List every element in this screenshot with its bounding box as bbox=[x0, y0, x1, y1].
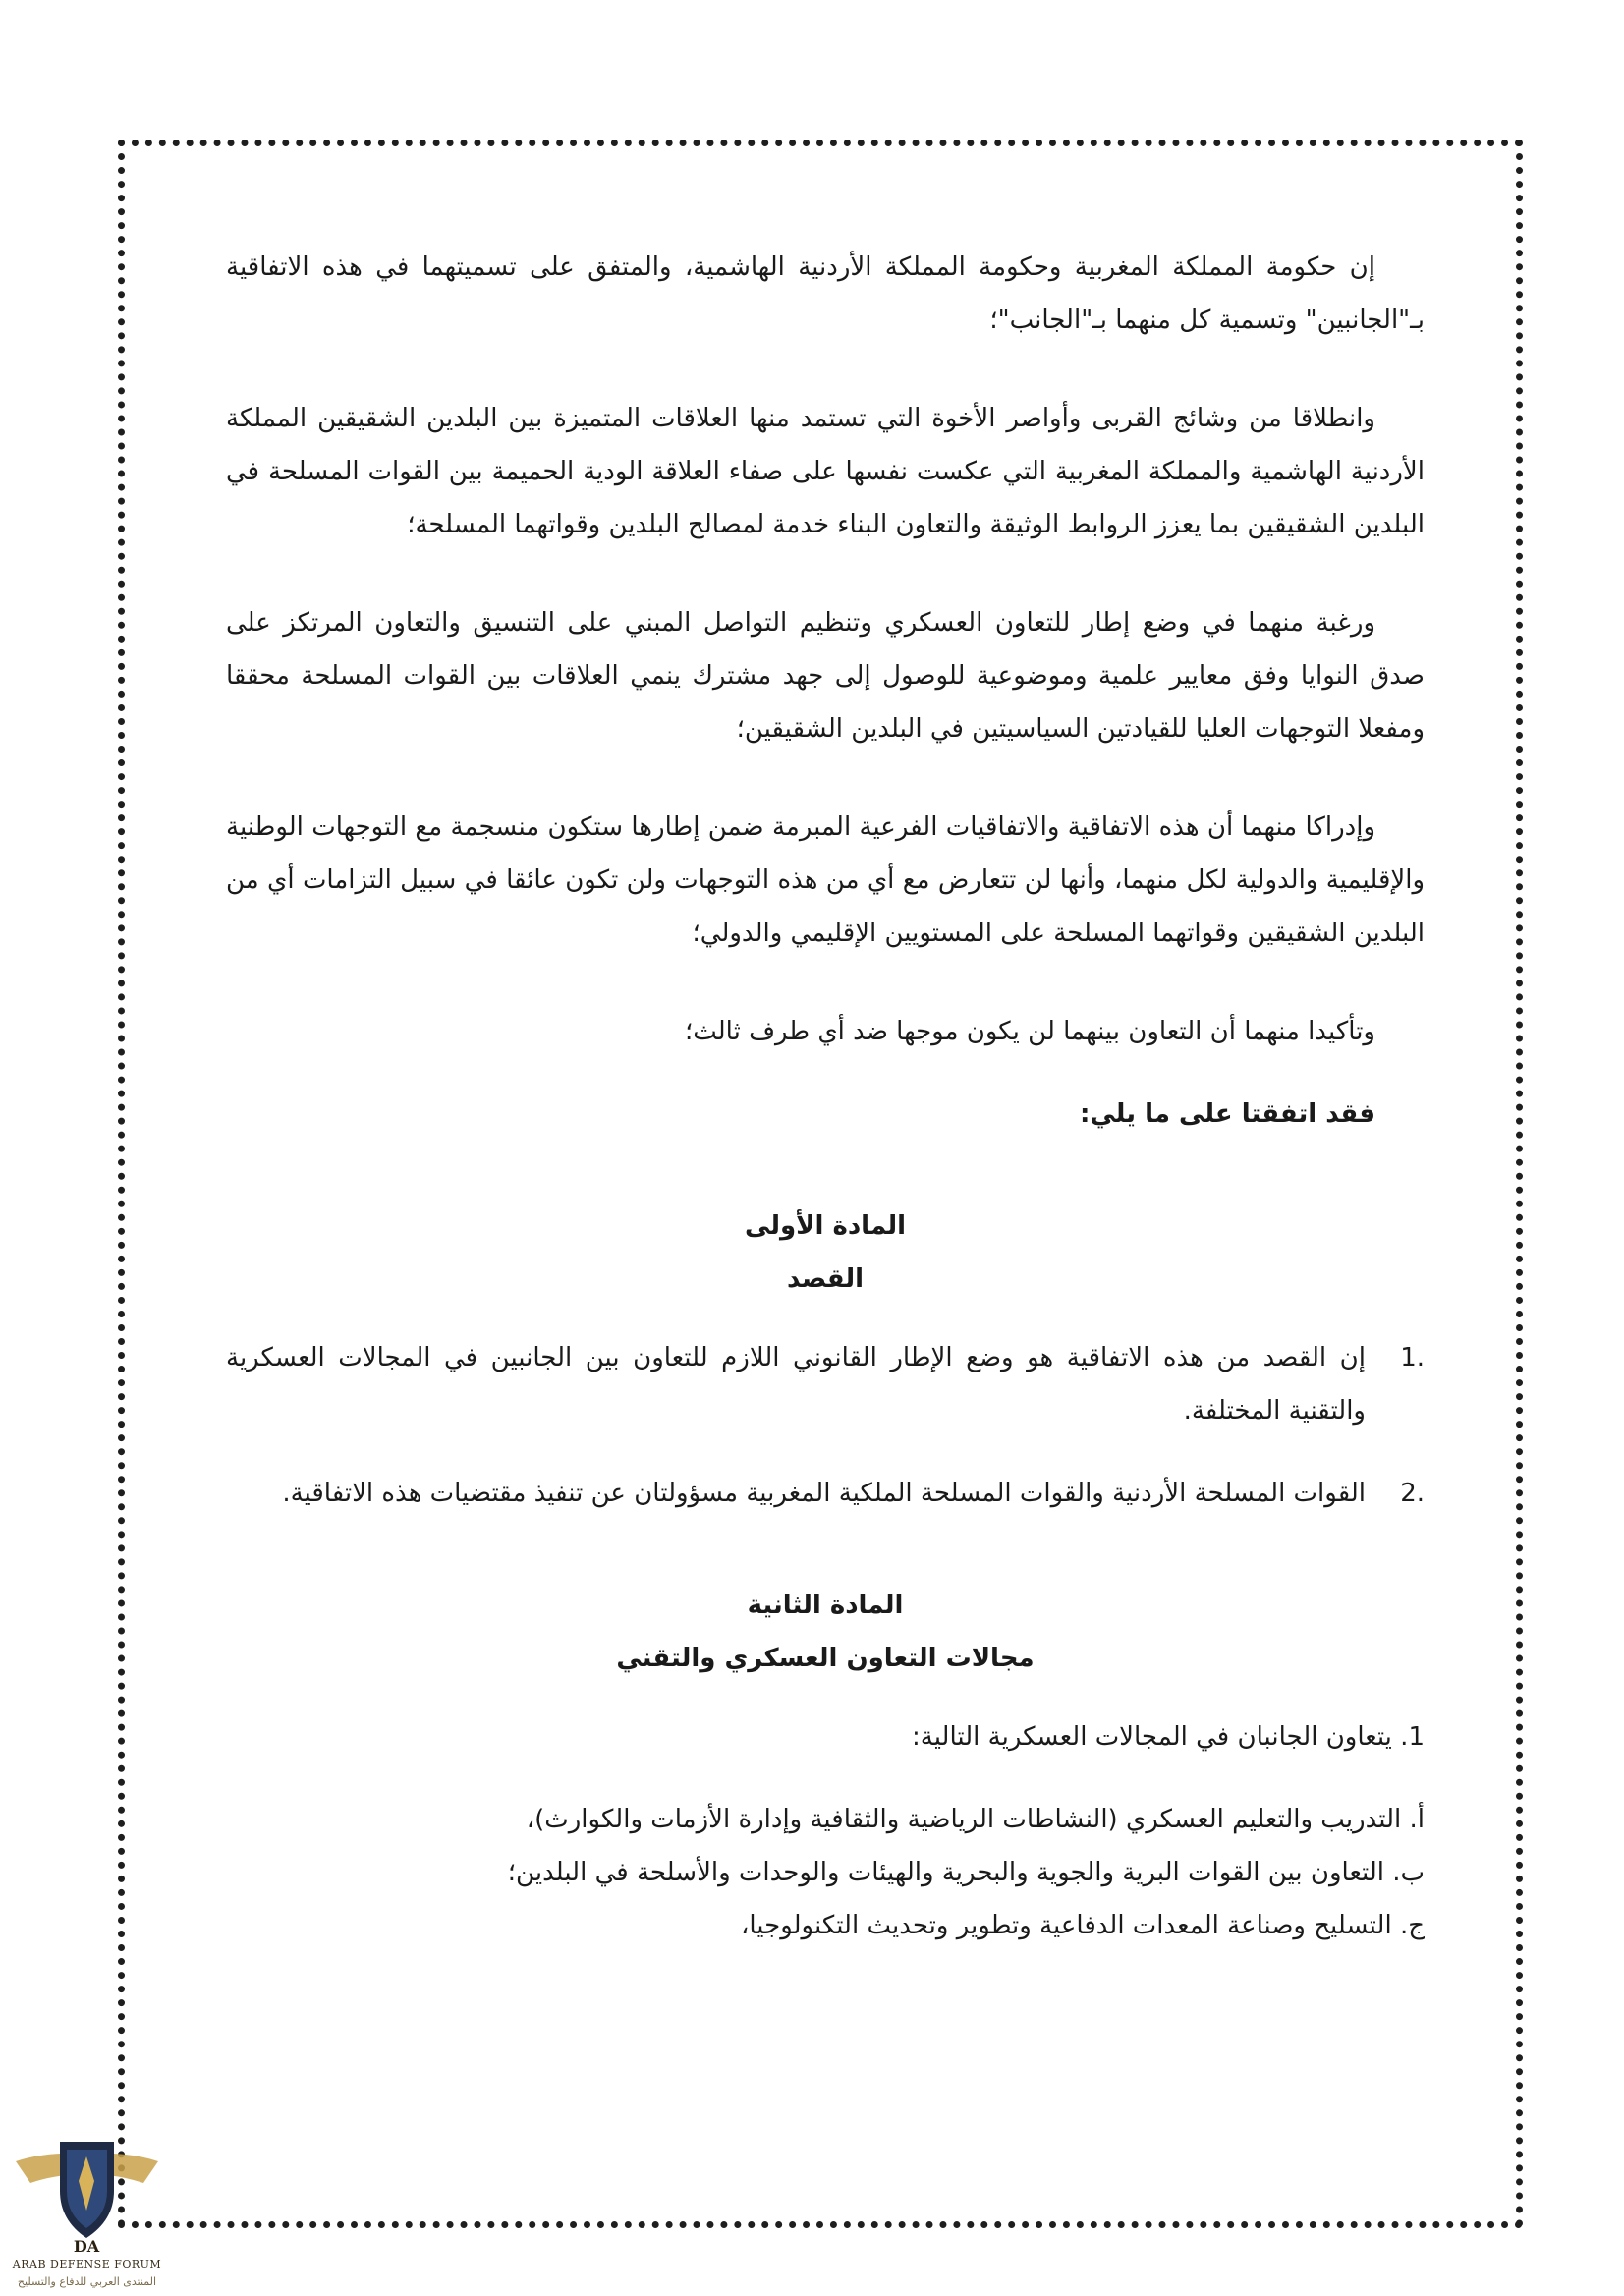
document-body bbox=[226, 241, 1425, 1952]
item-text: القوات المسلحة الأردنية والقوات المسلحة الملكية المغربية مسؤولتان عن تنفيذ مقتضيات هذه الاتفاقية. bbox=[282, 1479, 1366, 1508]
preamble-paragraph-2: وانطلاقا من وشائج القربى وأواصر الأخوة التي تستمد منها العلاقات المتميزة بين البلدين الشقيقين المملكة الأردنية الهاشمية والمملكة المغربية التي عكست نفسها على صفاء العلاقة الودية الحميمة بين القوات المسلحة في البلدين الشقيقين بما يعزز الروابط الوثيقة والتعاون البناء خدمة لمصالح البلدين وقواتهما المسلحة؛ bbox=[226, 404, 1425, 539]
article-2-subtitle: مجالات التعاون العسكري والتقني bbox=[616, 1644, 1035, 1673]
item-number: 2. bbox=[1400, 1479, 1425, 1508]
logo-letters: DA bbox=[73, 2237, 100, 2256]
item-text: إن القصد من هذه الاتفاقية هو وضع الإطار القانوني اللازم للتعاون بين الجانبين في المجالات العسكرية والتقنية المختلفة. bbox=[226, 1343, 1366, 1426]
article-2-subitem-a: أ. التدريب والتعليم العسكري (النشاطات الرياضية والثقافية وإدارة الأزمات والكوارث)، bbox=[526, 1805, 1425, 1834]
article-2-subitem-c: ج. التسليح وصناعة المعدات الدفاعية وتطوير وتحديث التكنولوجيا، bbox=[740, 1911, 1425, 1940]
article-1-subtitle: القصد bbox=[786, 1264, 865, 1294]
article-2-title: المادة الثانية bbox=[747, 1591, 904, 1620]
article-1-item bbox=[226, 1467, 1425, 1520]
article-2-intro: 1. يتعاون الجانبان في المجالات العسكرية التالية: bbox=[912, 1722, 1425, 1752]
item-number: 1. bbox=[1400, 1343, 1425, 1372]
agreement-statement: فقد اتفقتا على ما يلي: bbox=[1079, 1099, 1375, 1129]
arab-defense-forum-watermark bbox=[6, 2122, 168, 2294]
article-2-subitem-b: ب. التعاون بين القوات البرية والجوية والبحرية والهيئات والوحدات والأسلحة في البلدين؛ bbox=[507, 1858, 1425, 1887]
article-1-title: المادة الأولى bbox=[744, 1211, 907, 1241]
preamble-paragraph-5: وتأكيدا منهما أن التعاون بينهما لن يكون موجها ضد أي طرف ثالث؛ bbox=[684, 1017, 1375, 1046]
preamble-paragraph-1: إن حكومة المملكة المغربية وحكومة المملكة الأردنية الهاشمية، والمتفق على تسميتهما في هذه الاتفاقية بـ"الجانبين" وتسمية كل منهما بـ"الجانب"؛ bbox=[226, 252, 1425, 335]
preamble-paragraph-3: ورغبة منهما في وضع إطار للتعاون العسكري وتنظيم التواصل المبني على التنسيق والتعاون المرتكز على صدق النوايا وفق معايير علمية وموضوعية للوصول إلى جهد مشترك ينمي العلاقات بين القوات المسلحة محققا ومفعلا التوجهات العليا للقيادتين السياسيتين في البلدين الشقيقين؛ bbox=[226, 608, 1425, 744]
watermark-title: ARAB DEFENSE FORUM bbox=[12, 2258, 162, 2270]
shield-logo-icon bbox=[6, 2122, 168, 2260]
watermark-subtitle: المنتدى العربي للدفاع والتسليح bbox=[17, 2275, 157, 2288]
preamble-paragraph-4: وإدراكا منهما أن هذه الاتفاقية والاتفاقيات الفرعية المبرمة ضمن إطارها ستكون منسجمة مع التوجهات الوطنية والإقليمية والدولية لكل منهما، وأنها لن تتعارض مع أي من هذه التوجهات ولن تكون عائقا في سبيل التزامات أي من البلدين الشقيقين وقواتهما المسلحة على المستويين الإقليمي والدولي؛ bbox=[226, 812, 1425, 948]
article-1-item bbox=[226, 1331, 1425, 1437]
